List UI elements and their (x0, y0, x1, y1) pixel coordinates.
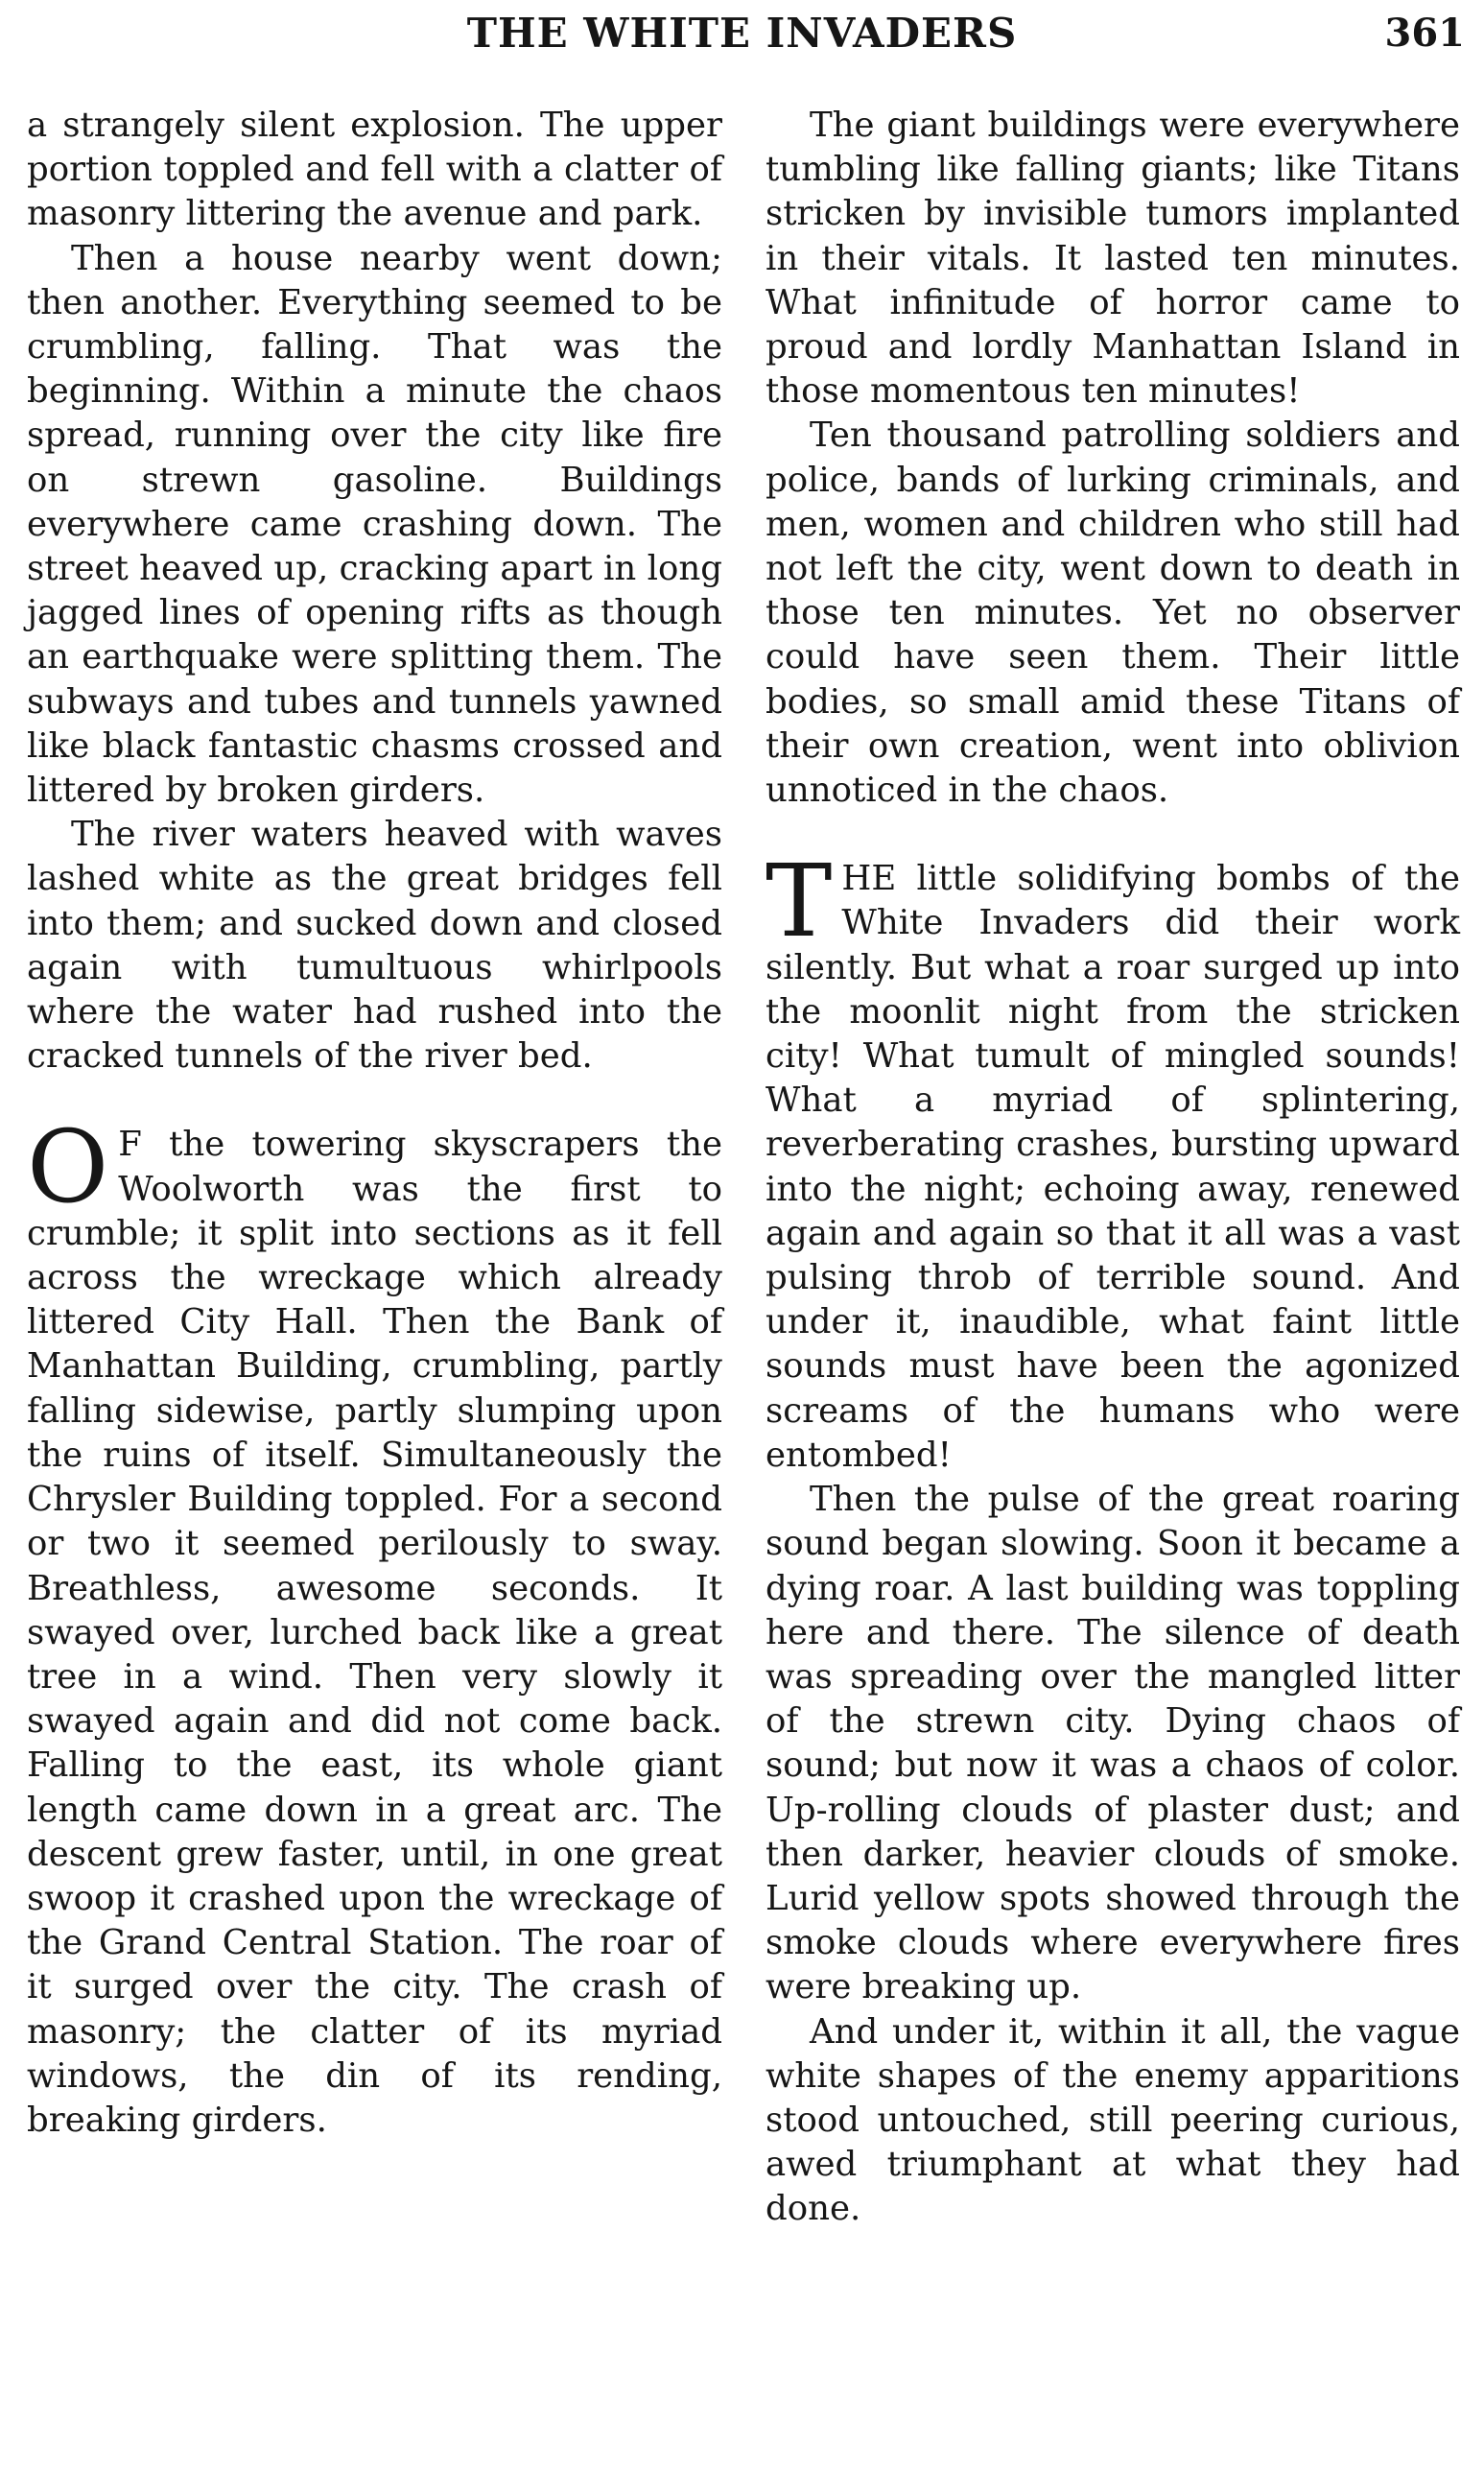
left-paragraph-4 (27, 1108, 722, 2143)
page-number: 361 (1384, 11, 1465, 56)
drop-cap-t: T (766, 843, 833, 961)
right-paragraph-1: The giant buildings were everywhere tumbling like falling giants; like Titans stricken by invisible tumors implanted in their vitals. It lasted ten minutes. What infinitude of horror came to proud and lordly Manhattan Island in those momentous ten minutes! (766, 106, 1460, 412)
section-break (766, 813, 1460, 857)
left-paragraph-1: a strangely silent explosion. The upper portion toppled and fell with a clatter of masonry littering the avenue and park. (27, 106, 722, 234)
left-paragraph-2: Then a house nearby went down; then another. Everything seemed to be crumbling, falling. That was the beginning. Within a minute the chaos spread, running over the city like fire on strewn gasoline. Buildings everywhere came crashing down. The street heaved up, cracking apart in long jagged lines of opening rifts as though an earthquake were splitting them. The subways and tubes and tunnels yawned like black fantastic chasms crossed and littered by broken girders. (27, 238, 722, 811)
right-paragraph-4: Then the pulse of the great roaring sound began slowing. Soon it became a dying roar. A last building was toppling here and there. The silence of death was spreading over the mangled litter of the strewn city. Dying chaos of sound; but now it was a chaos of color. Up-rolling clouds of plaster dust; and then darker, heavier clouds of smoke. Lurid yellow spots showed through the smoke clouds where everywhere fires were breaking up. (766, 1480, 1460, 2007)
paragraph-text: the towering skyscrapers the Woolworth was the first to crumble; it split into sections as it fell across the wreckage which already littered City Hall. Then the Bank of Manhattan Building, crumbling, partly falling sidewise, partly slumping upon the ruins of itself. Simultaneously the Chrysler Building toppled. For a second or two it seemed perilously to sway. Breathless, awesome seconds. It swayed over, lurched back like a great tree in a wind. Then very slowly it swayed again and did not come back. Falling to the east, its whole giant length came down in a great arc. The descent grew faster, until, in one great swoop it crashed upon the wreckage of the Grand Central Station. The roar of it surged over the city. The crash of masonry; the clatter of its myriad windows, the din of its rending, breaking girders. (27, 1125, 722, 2140)
drop-cap-o: O (27, 1108, 109, 1226)
left-paragraph-3: The river waters heaved with waves lashed white as the great bridges fell into them; and sucked down and closed again with tumultuous whirlpools where the water had rushed into the cracked tunnels of the river bed. (27, 815, 722, 1077)
section-break (27, 1079, 722, 1123)
right-paragraph-3 (766, 843, 1460, 1478)
left-column (27, 104, 722, 2143)
drop-cap-lead: F (118, 1125, 142, 1165)
right-paragraph-5: And under it, within it all, the vague white shapes of the enemy apparitions stood untouched, still peering curious, awed triumphant at what they had done. (766, 2011, 1460, 2229)
running-title: THE WHITE INVADERS (466, 10, 1018, 57)
right-column (766, 104, 1460, 2232)
drop-cap-lead: HE (841, 859, 897, 899)
paragraph-text: little solidifying bombs of the White Invaders did their work silently. But what a roar surged up into the moonlit night from the stricken city! What tumult of mingled sounds! What a myriad of splintering, reverberating crashes, bursting upward into the night; echoing away, renewed again and again so that it all was a vast pulsing throb of terrible sound. And under it, inaudible, what faint little sounds must have been the agonized screams of the humans who were entombed! (766, 859, 1460, 1475)
right-paragraph-2: Ten thousand patrolling soldiers and police, bands of lurking criminals, and men, women and children who still had not left the city, went down to death in those ten minutes. Yet no observer could have seen them. Their little bodies, so small amid these Titans of their own creation, went into oblivion unnoticed in the chaos. (766, 415, 1460, 811)
page-header (0, 0, 1484, 77)
